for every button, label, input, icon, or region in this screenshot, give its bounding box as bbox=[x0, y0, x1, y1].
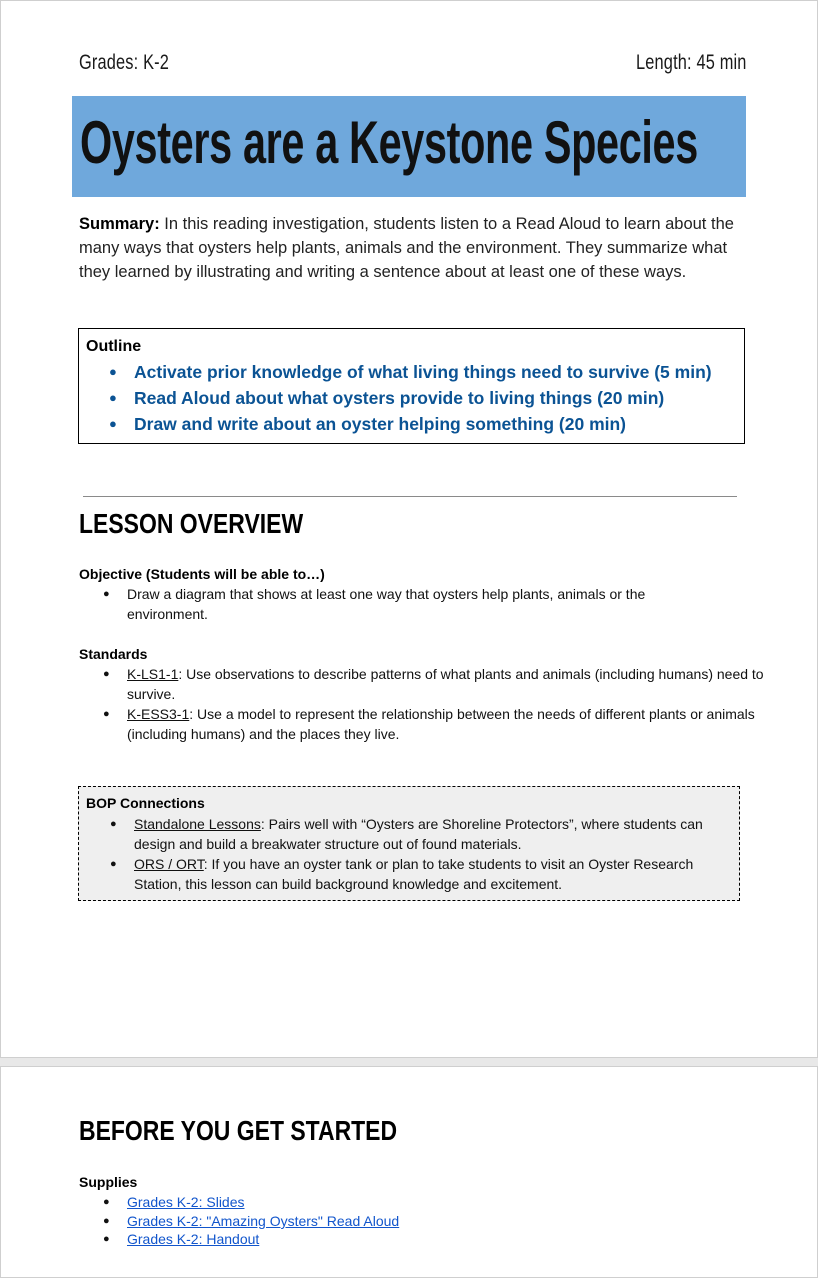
supply-item bbox=[79, 1212, 579, 1230]
bop-item bbox=[86, 854, 736, 894]
supply-link[interactable]: Grades K-2: Handout bbox=[127, 1231, 260, 1247]
bop-text: : Pairs well with “Oysters are Shoreline Protectors”, where students can design and build a breakwater structure out of found materials. bbox=[134, 816, 703, 852]
bop-list bbox=[86, 814, 736, 894]
standard-item bbox=[79, 664, 791, 704]
standard-text: : Use a model to represent the relationship between the needs of different plants or animals (including humans) and the places they live. bbox=[127, 706, 755, 742]
standard-code-link[interactable]: K-ESS3-1 bbox=[127, 706, 190, 722]
summary-label: Summary: bbox=[79, 215, 160, 233]
lesson-overview-heading: LESSON OVERVIEW bbox=[79, 508, 304, 539]
length-label: Length: 45 min bbox=[636, 51, 747, 74]
supply-item bbox=[79, 1192, 579, 1212]
standard-item bbox=[79, 704, 791, 744]
supply-link[interactable]: Grades K-2: Slides bbox=[127, 1194, 245, 1210]
bop-link[interactable]: ORS / ORT bbox=[134, 856, 204, 872]
standards-heading: Standards bbox=[79, 646, 148, 662]
title-banner bbox=[72, 96, 746, 197]
supply-link[interactable]: Grades K-2: "Amazing Oysters" Read Aloud bbox=[127, 1213, 400, 1229]
before-you-get-started-heading: BEFORE YOU GET STARTED bbox=[79, 1115, 398, 1146]
document-page-2 bbox=[0, 1066, 818, 1278]
bop-heading: BOP Connections bbox=[86, 795, 205, 811]
standards-list bbox=[79, 664, 791, 744]
outline-title: Outline bbox=[86, 338, 142, 355]
bop-text: : If you have an oyster tank or plan to take students to visit an Oyster Research Station, this lesson can build background knowledge and excitement. bbox=[134, 856, 694, 892]
outline-box bbox=[78, 328, 745, 444]
lesson-title: Oysters are a Keystone Species bbox=[80, 109, 698, 176]
outline-item[interactable]: ● Read Aloud about what oysters provide to living things (20 min) bbox=[109, 387, 712, 413]
bop-item bbox=[86, 814, 736, 854]
supplies-heading: Supplies bbox=[79, 1174, 138, 1190]
summary-text: In this reading investigation, students listen to a Read Aloud to learn about the many ways that oysters help plants, animals and the environment. They summarize what they learned by illustrating and writing a sentence about at least one of these ways. bbox=[79, 215, 734, 281]
outline-item[interactable]: ● Draw and write about an oyster helping something (20 min) bbox=[109, 413, 712, 439]
summary-paragraph bbox=[79, 212, 747, 284]
outline-list bbox=[109, 361, 712, 439]
supplies-list bbox=[79, 1192, 579, 1248]
outline-item[interactable]: ● Activate prior knowledge of what living things need to survive (5 min) bbox=[109, 361, 712, 387]
grades-label: Grades: K-2 bbox=[79, 51, 170, 74]
standard-code-link[interactable]: K-LS1-1 bbox=[127, 666, 179, 682]
objective-heading: Objective (Students will be able to…) bbox=[79, 566, 325, 582]
section-divider bbox=[83, 496, 737, 497]
supply-item bbox=[79, 1230, 579, 1248]
objective-item: ● Draw a diagram that shows at least one way that oysters help plants, animals or the environment. bbox=[79, 584, 689, 624]
bop-link[interactable]: Standalone Lessons bbox=[134, 816, 261, 832]
standard-text: : Use observations to describe patterns of what plants and animals (including humans) need to survive. bbox=[127, 666, 764, 702]
bop-connections-box bbox=[78, 786, 740, 901]
objective-list bbox=[79, 584, 689, 624]
